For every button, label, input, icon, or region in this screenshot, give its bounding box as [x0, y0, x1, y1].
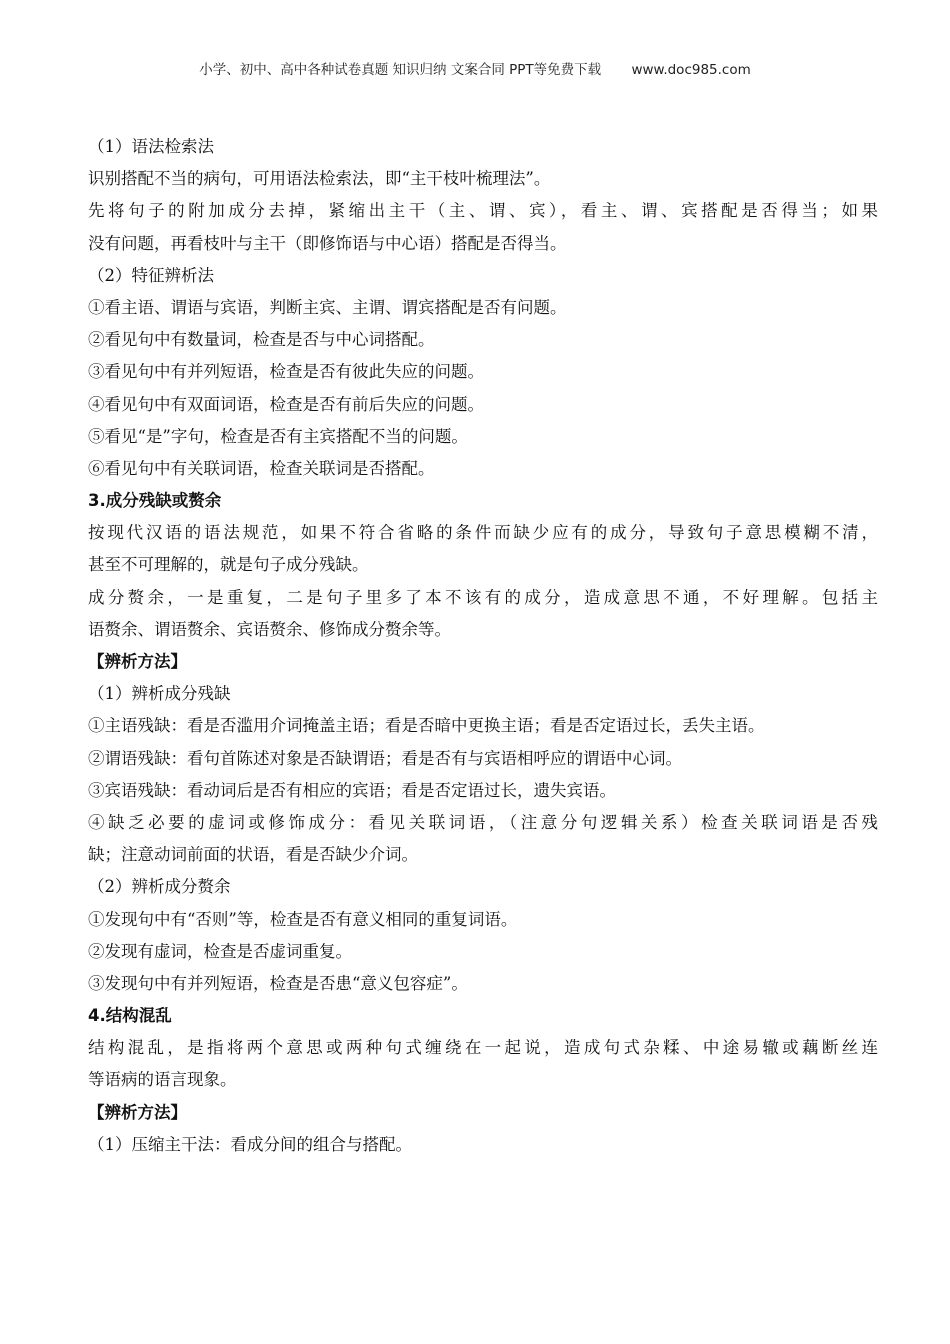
document-body: [88, 131, 878, 1161]
list-item: ①发现句中有“否则”等，检查是否有意义相同的重复词语。: [88, 909, 518, 929]
list-item: ⑤看见“是”字句，检查是否有主宾搭配不当的问题。: [88, 426, 468, 446]
paragraph-line: 没有问题，再看枝叶与主干（即修饰语与中心语）搭配是否得当。: [88, 233, 567, 253]
list-item: ②发现有虚词，检查是否虚词重复。: [88, 941, 352, 961]
paragraph-line: 语赘余、谓语赘余、宾语赘余、修饰成分赘余等。: [88, 619, 451, 639]
list-item: ③看见句中有并列短语，检查是否有彼此失应的问题。: [88, 362, 484, 382]
list-item: ④看见句中有双面词语，检查是否有前后失应的问题。: [88, 394, 484, 414]
subheading: （2）特征辨析法: [88, 265, 214, 285]
subheading: （1）辨析成分残缺: [88, 684, 231, 704]
paragraph-line: 先将句子的附加成分去掉，紧缩出主干（主、谓、宾），看主、谓、宾搭配是否得当；如果: [88, 201, 878, 221]
paragraph-line: 甚至不可理解的，就是句子成分残缺。: [88, 555, 369, 575]
paragraph-line: 等语病的语言现象。: [88, 1070, 237, 1090]
subheading: （1）语法检索法: [88, 137, 214, 156]
paragraph-line: 成分赘余，一是重复，二是句子里多了本不该有的成分，造成意思不通，不好理解。包括主: [88, 587, 878, 607]
paragraph-line: 识别搭配不当的病句，可用语法检索法，即“主干枝叶梳理法”。: [88, 169, 551, 189]
paragraph-line: 按现代汉语的语法规范，如果不符合省略的条件而缺少应有的成分，导致句子意思模糊不清，: [88, 523, 878, 543]
method-heading: 【辨析方法】: [88, 652, 187, 671]
header-text: 小学、初中、高中各种试卷真题 知识归纳 文案合同 PPT等免费下载: [199, 62, 602, 78]
list-item: ③宾语残缺：看动词后是否有相应的宾语；看是否定语过长，遗失宾语。: [88, 780, 616, 800]
list-item: ③发现句中有并列短语，检查是否患“意义包容症”。: [88, 973, 468, 993]
section-heading: 4.结构混乱: [88, 1006, 172, 1026]
list-item-continued: 缺；注意动词前面的状语，看是否缺少介词。: [88, 845, 418, 865]
list-item: ⑥看见句中有关联词语，检查关联词是否搭配。: [88, 458, 435, 478]
subheading: （1）压缩主干法：看成分间的组合与搭配。: [88, 1134, 412, 1154]
section-heading: 3.成分残缺或赘余: [88, 491, 222, 511]
method-heading: 【辨析方法】: [88, 1102, 187, 1122]
list-item: ②看见句中有数量词，检查是否与中心词搭配。: [88, 330, 435, 350]
list-item: ②谓语残缺：看句首陈述对象是否缺谓语；看是否有与宾语相呼应的谓语中心词。: [88, 748, 682, 768]
subheading: （2）辨析成分赘余: [88, 877, 231, 897]
paragraph-line: 结构混乱，是指将两个意思或两种句式缠绕在一起说，造成句式杂糅、中途易辙或藕断丝连: [88, 1038, 878, 1058]
list-item: ①主语残缺：看是否滥用介词掩盖主语；看是否暗中更换主语；看是否定语过长，丢失主语。: [88, 716, 765, 736]
header-site-link[interactable]: www.doc985.com: [631, 62, 751, 78]
list-item: ④缺乏必要的虚词或修饰成分：看见关联词语，（注意分句逻辑关系）检查关联词语是否残: [88, 812, 878, 832]
list-item: ①看主语、谓语与宾语，判断主宾、主谓、谓宾搭配是否有问题。: [88, 297, 567, 317]
page-header: [0, 58, 950, 78]
